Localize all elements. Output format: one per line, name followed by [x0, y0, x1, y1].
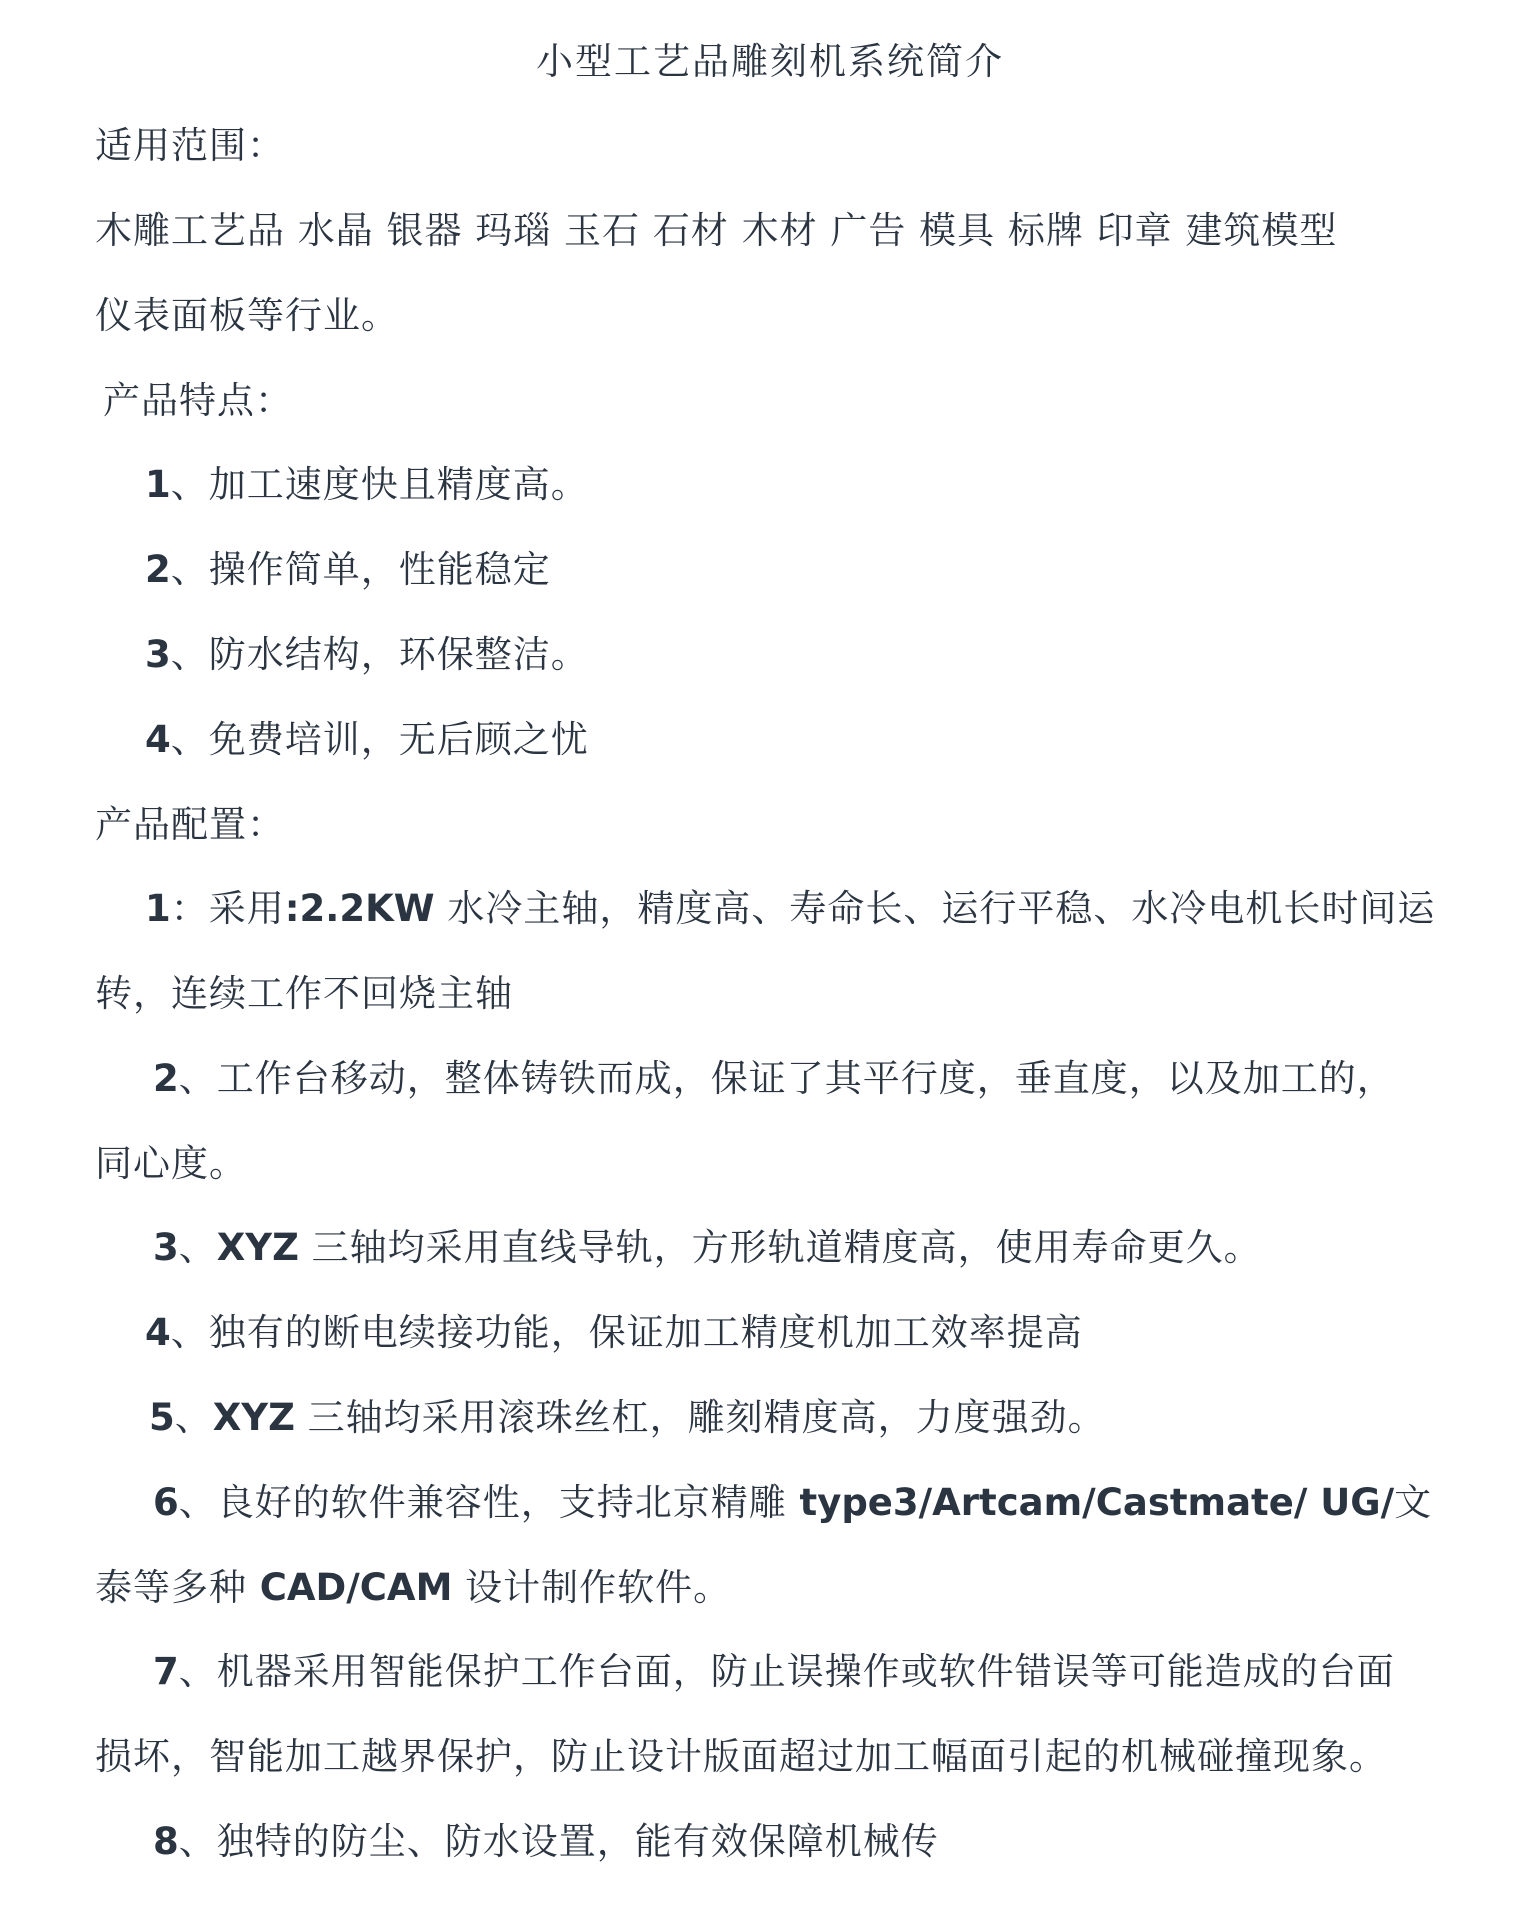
config-item-8 [153, 1818, 939, 1866]
feature-item-3 [145, 631, 589, 679]
config-text: 、良好的软件兼容性，支持北京精雕 [178, 1481, 800, 1524]
feature-item-1 [145, 461, 589, 509]
config-text: 、独有的断电续接功能，保证加工精度机加工效率提高 [170, 1311, 1083, 1354]
config-item-6 [153, 1479, 1432, 1527]
config-text: 三轴均采用直线导轨，方形轨道精度高，使用寿命更久。 [298, 1226, 1262, 1269]
config-spec: CAD/CAM [259, 1566, 453, 1609]
config-text: ：采用 [170, 887, 285, 930]
config-item-7-cont: 损坏，智能加工越界保护，防止设计版面超过加工幅面引起的机械碰撞现象。 [95, 1735, 1387, 1778]
feature-number: 2 [145, 548, 171, 591]
config-item-1-cont: 转，连续工作不回烧主轴 [95, 972, 513, 1015]
config-text: 、独特的防尘、防水设置，能有效保障机械传 [178, 1820, 939, 1863]
config-number: 1 [145, 887, 171, 930]
config-item-1 [145, 885, 1435, 933]
config-number: 3 [153, 1226, 179, 1269]
config-number: 7 [153, 1650, 179, 1693]
feature-text: 、操作简单，性能稳定 [170, 548, 551, 591]
scope-line-2: 仪表面板等行业。 [95, 294, 399, 337]
scope-line-1: 木雕工艺品 水晶 银器 玛瑙 玉石 石材 木材 广告 模具 标牌 印章 建筑模型 [95, 209, 1338, 252]
config-item-7 [153, 1648, 1395, 1696]
config-number: 2 [153, 1057, 179, 1100]
feature-item-4 [145, 716, 589, 764]
config-text: 、 [174, 1396, 213, 1439]
config-text: 三轴均采用滚珠丝杠，雕刻精度高，力度强劲。 [294, 1396, 1106, 1439]
config-item-4 [145, 1309, 1083, 1357]
config-item-5 [149, 1394, 1106, 1442]
feature-number: 3 [145, 633, 171, 676]
config-text: 文 [1394, 1481, 1433, 1524]
scope-heading: 适用范围： [95, 124, 285, 167]
config-text: 水冷主轴，精度高、寿命长、运行平稳、水冷电机长时间运 [434, 887, 1436, 930]
config-text: 设计制作软件。 [452, 1566, 732, 1609]
config-number: 8 [153, 1820, 179, 1863]
features-heading: 产品特点： [103, 379, 293, 422]
config-spec: :2.2KW [284, 887, 435, 930]
config-number: 5 [149, 1396, 175, 1439]
config-text: 、 [178, 1226, 217, 1269]
config-heading: 产品配置： [95, 803, 285, 846]
config-item-6-cont [95, 1564, 731, 1612]
config-spec: type3/Artcam/Castmate/ UG/ [799, 1481, 1395, 1524]
document-title: 小型工艺品雕刻机系统简介 [536, 40, 1004, 83]
feature-text: 、加工速度快且精度高。 [170, 463, 589, 506]
config-number: 6 [153, 1481, 179, 1524]
config-text: 、机器采用智能保护工作台面，防止误操作或软件错误等可能造成的台面 [178, 1650, 1395, 1693]
config-spec: XYZ [216, 1226, 299, 1269]
config-number: 4 [145, 1311, 171, 1354]
config-text: 泰等多种 [95, 1566, 260, 1609]
feature-text: 、防水结构，环保整洁。 [170, 633, 589, 676]
feature-number: 1 [145, 463, 171, 506]
feature-item-2 [145, 546, 551, 594]
feature-number: 4 [145, 718, 171, 761]
config-item-3 [153, 1224, 1262, 1272]
config-text: 、工作台移动，整体铸铁而成，保证了其平行度，垂直度，以及加工的， [178, 1057, 1395, 1100]
config-item-2 [153, 1055, 1395, 1103]
config-item-2-cont: 同心度。 [95, 1142, 247, 1185]
feature-text: 、免费培训，无后顾之忧 [170, 718, 589, 761]
config-spec: XYZ [212, 1396, 295, 1439]
